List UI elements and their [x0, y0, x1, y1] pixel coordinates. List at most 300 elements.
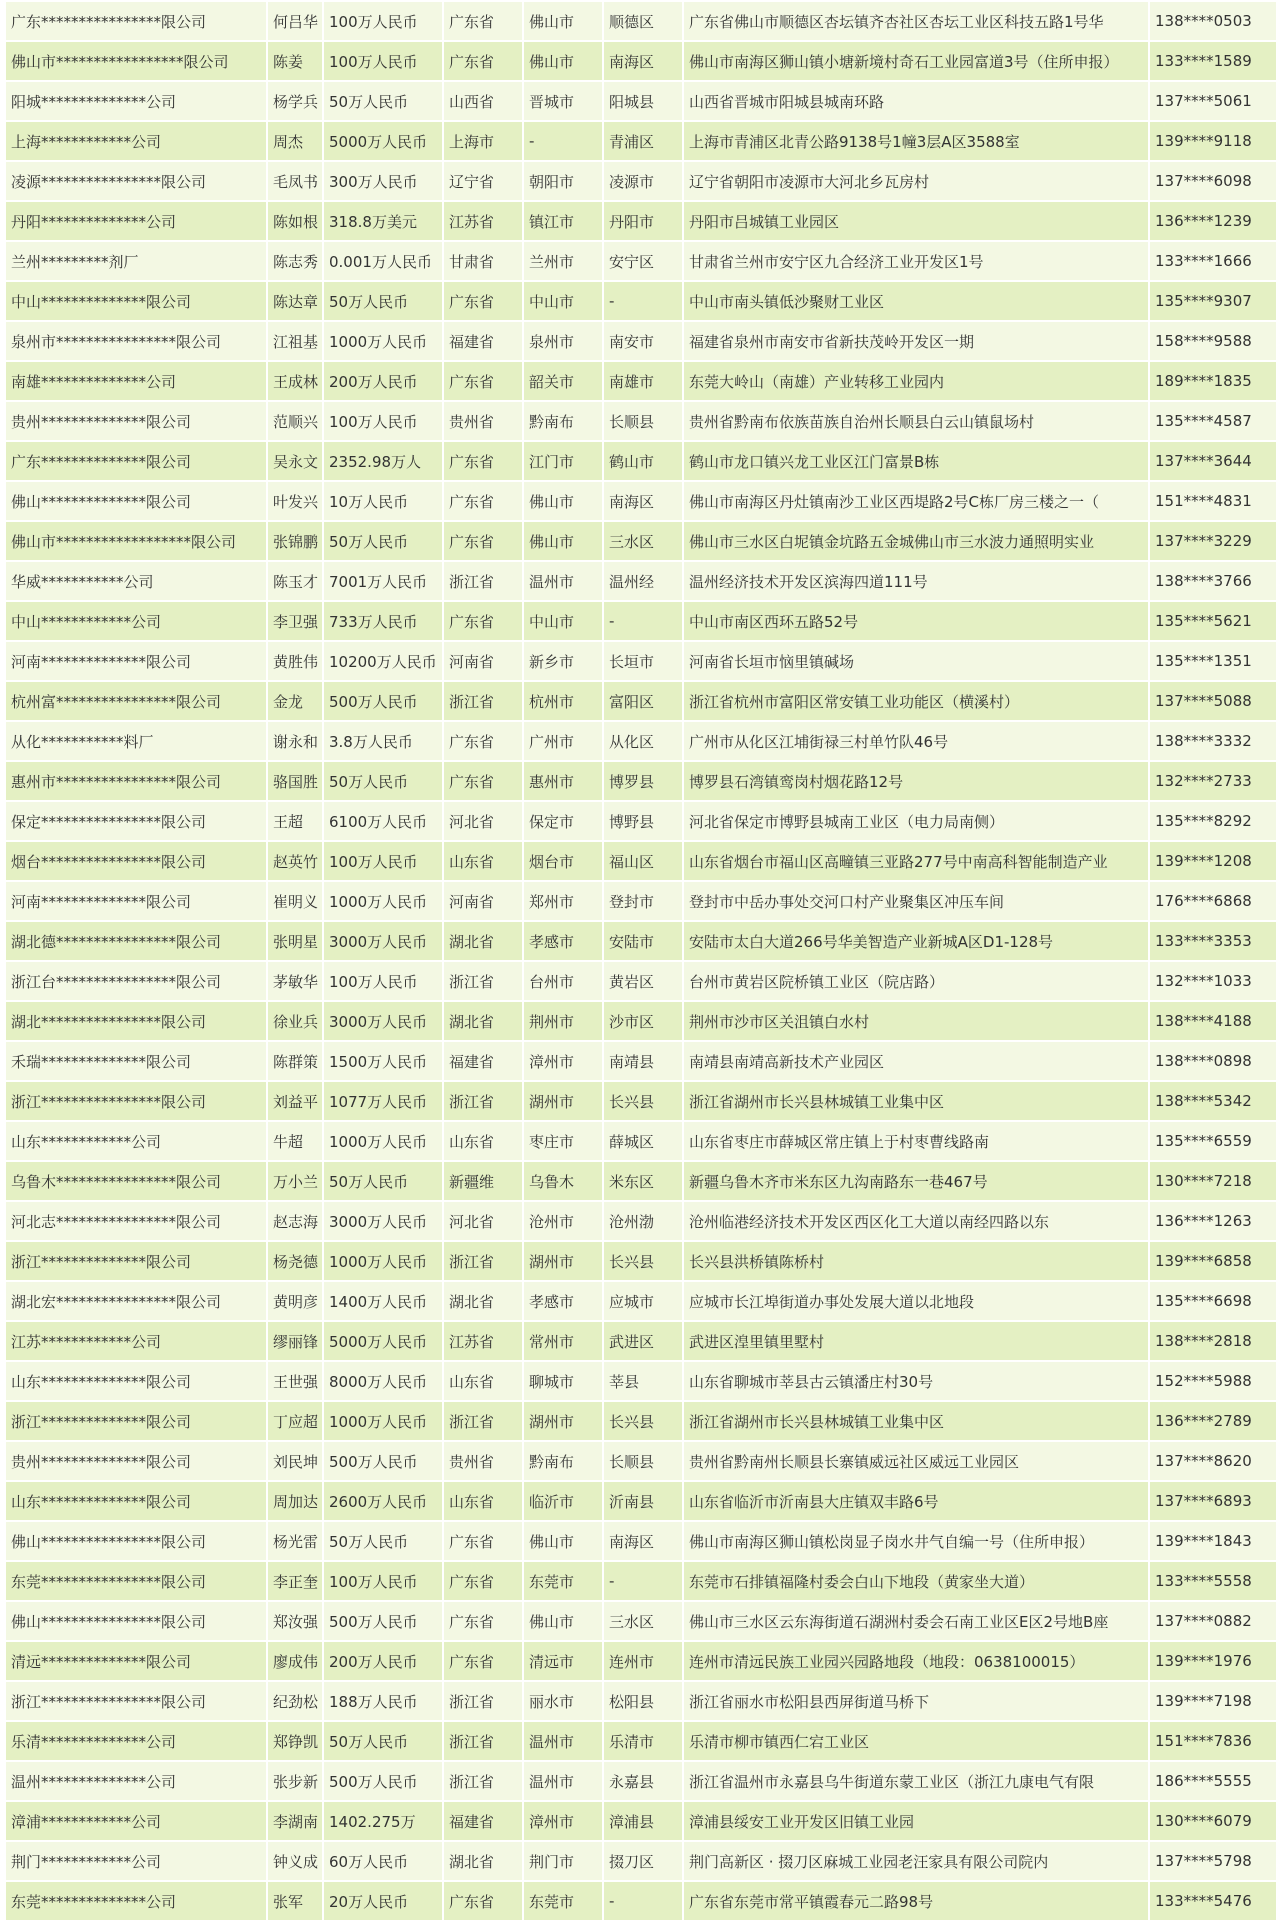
city-cell: 临沂市 [523, 1481, 603, 1521]
address-cell: 山东省临沂市沂南县大庄镇双丰路6号 [683, 1481, 1149, 1521]
phone-cell: 136****1239 [1149, 201, 1277, 241]
address-cell: 河北省保定市博野县城南工业区（电力局南侧） [683, 801, 1149, 841]
registered-capital-cell: 1400万人民币 [323, 1281, 443, 1321]
province-cell: 江苏省 [443, 1321, 523, 1361]
registered-capital-cell: 2352.98万人 [323, 441, 443, 481]
district-cell: 富阳区 [603, 681, 683, 721]
phone-cell: 135****8292 [1149, 801, 1277, 841]
registered-capital-cell: 3000万人民币 [323, 921, 443, 961]
district-cell: 长垣市 [603, 641, 683, 681]
legal-rep-cell: 谢永和 [267, 721, 323, 761]
address-cell: 鹤山市龙口镇兴龙工业区江门富景B栋 [683, 441, 1149, 481]
district-cell: 松阳县 [603, 1681, 683, 1721]
registered-capital-cell: 1077万人民币 [323, 1081, 443, 1121]
legal-rep-cell: 万小兰 [267, 1161, 323, 1201]
legal-rep-cell: 缪丽锋 [267, 1321, 323, 1361]
province-cell: 浙江省 [443, 1401, 523, 1441]
city-cell: 黔南布 [523, 401, 603, 441]
province-cell: 浙江省 [443, 1681, 523, 1721]
city-cell: 漳州市 [523, 1041, 603, 1081]
address-cell: 南靖县南靖高新技术产业园区 [683, 1041, 1149, 1081]
province-cell: 福建省 [443, 1801, 523, 1841]
table-row [5, 401, 1277, 441]
province-cell: 浙江省 [443, 561, 523, 601]
legal-rep-cell: 张步新 [267, 1761, 323, 1801]
province-cell: 贵州省 [443, 1441, 523, 1481]
city-cell: 黔南布 [523, 1441, 603, 1481]
registered-capital-cell: 733万人民币 [323, 601, 443, 641]
table-row [5, 1041, 1277, 1081]
legal-rep-cell: 叶发兴 [267, 481, 323, 521]
city-cell: 荆门市 [523, 1841, 603, 1881]
legal-rep-cell: 徐业兵 [267, 1001, 323, 1041]
phone-cell: 135****5621 [1149, 601, 1277, 641]
city-cell: 韶关市 [523, 361, 603, 401]
company-name-cell: 山东**************限公司 [5, 1361, 267, 1401]
province-cell: 山东省 [443, 1481, 523, 1521]
legal-rep-cell: 吴永文 [267, 441, 323, 481]
province-cell: 广东省 [443, 1641, 523, 1681]
table-row [5, 1641, 1277, 1681]
legal-rep-cell: 陈群策 [267, 1041, 323, 1081]
province-cell: 河南省 [443, 881, 523, 921]
address-cell: 浙江省丽水市松阳县西屏街道马桥下 [683, 1681, 1149, 1721]
table-row [5, 1121, 1277, 1161]
company-name-cell: 禾瑞**************限公司 [5, 1041, 267, 1081]
district-cell: 温州经 [603, 561, 683, 601]
phone-cell: 133****5476 [1149, 1881, 1277, 1921]
province-cell: 广东省 [443, 521, 523, 561]
table-row [5, 1201, 1277, 1241]
province-cell: 贵州省 [443, 401, 523, 441]
district-cell: 顺德区 [603, 1, 683, 41]
province-cell: 浙江省 [443, 961, 523, 1001]
company-name-cell: 杭州富****************限公司 [5, 681, 267, 721]
company-name-cell: 佛山市*****************限公司 [5, 41, 267, 81]
legal-rep-cell: 李卫强 [267, 601, 323, 641]
legal-rep-cell: 黄明彦 [267, 1281, 323, 1321]
table-row [5, 1681, 1277, 1721]
phone-cell: 139****1843 [1149, 1521, 1277, 1561]
legal-rep-cell: 赵志海 [267, 1201, 323, 1241]
table-row [5, 201, 1277, 241]
registered-capital-cell: 5000万人民币 [323, 121, 443, 161]
company-name-cell: 泉州市****************限公司 [5, 321, 267, 361]
city-cell: 聊城市 [523, 1361, 603, 1401]
registered-capital-cell: 0.001万人民币 [323, 241, 443, 281]
table-row [5, 1601, 1277, 1641]
phone-cell: 133****3353 [1149, 921, 1277, 961]
registered-capital-cell: 5000万人民币 [323, 1321, 443, 1361]
city-cell: 荆州市 [523, 1001, 603, 1041]
province-cell: 江苏省 [443, 201, 523, 241]
phone-cell: 137****8620 [1149, 1441, 1277, 1481]
province-cell: 广东省 [443, 441, 523, 481]
table-row [5, 321, 1277, 361]
address-cell: 浙江省湖州市长兴县林城镇工业集中区 [683, 1401, 1149, 1441]
legal-rep-cell: 李正奎 [267, 1561, 323, 1601]
province-cell: 广东省 [443, 41, 523, 81]
city-cell: 温州市 [523, 1761, 603, 1801]
table-row [5, 241, 1277, 281]
city-cell: 湖州市 [523, 1241, 603, 1281]
district-cell: 武进区 [603, 1321, 683, 1361]
address-cell: 浙江省温州市永嘉县乌牛街道东蒙工业区（浙江九康电气有限 [683, 1761, 1149, 1801]
province-cell: 湖北省 [443, 1281, 523, 1321]
address-cell: 上海市青浦区北青公路9138号1幢3层A区3588室 [683, 121, 1149, 161]
company-name-cell: 乌鲁木****************限公司 [5, 1161, 267, 1201]
city-cell: 湖州市 [523, 1081, 603, 1121]
city-cell: 朝阳市 [523, 161, 603, 201]
address-cell: 福建省泉州市南安市省新扶茂岭开发区一期 [683, 321, 1149, 361]
district-cell: 丹阳市 [603, 201, 683, 241]
company-name-cell: 佛山****************限公司 [5, 1601, 267, 1641]
address-cell: 东莞大岭山（南雄）产业转移工业园内 [683, 361, 1149, 401]
city-cell: 佛山市 [523, 1, 603, 41]
company-name-cell: 浙江**************限公司 [5, 1401, 267, 1441]
city-cell: 佛山市 [523, 41, 603, 81]
city-cell: 泉州市 [523, 321, 603, 361]
legal-rep-cell: 李湖南 [267, 1801, 323, 1841]
phone-cell: 138****5342 [1149, 1081, 1277, 1121]
registered-capital-cell: 500万人民币 [323, 1601, 443, 1641]
table-row [5, 1441, 1277, 1481]
legal-rep-cell: 何吕华 [267, 1, 323, 41]
company-name-cell: 东莞****************限公司 [5, 1561, 267, 1601]
registered-capital-cell: 1000万人民币 [323, 1241, 443, 1281]
city-cell: 沧州市 [523, 1201, 603, 1241]
city-cell: 佛山市 [523, 481, 603, 521]
phone-cell: 137****0882 [1149, 1601, 1277, 1641]
company-name-cell: 广东**************限公司 [5, 441, 267, 481]
phone-cell: 130****6079 [1149, 1801, 1277, 1841]
registered-capital-cell: 7001万人民币 [323, 561, 443, 601]
company-name-cell: 漳浦************公司 [5, 1801, 267, 1841]
city-cell: 常州市 [523, 1321, 603, 1361]
company-name-cell: 河南**************限公司 [5, 881, 267, 921]
table-row [5, 1081, 1277, 1121]
legal-rep-cell: 杨光雷 [267, 1521, 323, 1561]
phone-cell: 139****7198 [1149, 1681, 1277, 1721]
address-cell: 贵州省黔南州长顺县长寨镇威远社区威远工业园区 [683, 1441, 1149, 1481]
city-cell: 郑州市 [523, 881, 603, 921]
address-cell: 温州经济技术开发区滨海四道111号 [683, 561, 1149, 601]
province-cell: 山东省 [443, 841, 523, 881]
address-cell: 佛山市南海区狮山镇小塘新境村奇石工业园富道3号（住所申报） [683, 41, 1149, 81]
province-cell: 广东省 [443, 1, 523, 41]
address-cell: 漳浦县绥安工业开发区旧镇工业园 [683, 1801, 1149, 1841]
registered-capital-cell: 1402.275万 [323, 1801, 443, 1841]
registered-capital-cell: 100万人民币 [323, 401, 443, 441]
company-name-cell: 温州**************公司 [5, 1761, 267, 1801]
phone-cell: 137****5061 [1149, 81, 1277, 121]
table-row [5, 721, 1277, 761]
city-cell: - [523, 121, 603, 161]
legal-rep-cell: 王世强 [267, 1361, 323, 1401]
province-cell: 浙江省 [443, 1081, 523, 1121]
legal-rep-cell: 牛超 [267, 1121, 323, 1161]
address-cell: 沧州临港经济技术开发区西区化工大道以南经四路以东 [683, 1201, 1149, 1241]
province-cell: 广东省 [443, 1521, 523, 1561]
company-name-cell: 惠州市****************限公司 [5, 761, 267, 801]
province-cell: 新疆维 [443, 1161, 523, 1201]
district-cell: 从化区 [603, 721, 683, 761]
address-cell: 山东省烟台市福山区高疃镇三亚路277号中南高科智能制造产业 [683, 841, 1149, 881]
address-cell: 广东省东莞市常平镇霞春元二路98号 [683, 1881, 1149, 1921]
city-cell: 台州市 [523, 961, 603, 1001]
district-cell: 长兴县 [603, 1241, 683, 1281]
registered-capital-cell: 100万人民币 [323, 41, 443, 81]
phone-cell: 137****6098 [1149, 161, 1277, 201]
address-cell: 新疆乌鲁木齐市米东区九沟南路东一巷467号 [683, 1161, 1149, 1201]
registered-capital-cell: 100万人民币 [323, 1, 443, 41]
district-cell: 薛城区 [603, 1121, 683, 1161]
registered-capital-cell: 1000万人民币 [323, 1121, 443, 1161]
phone-cell: 133****5558 [1149, 1561, 1277, 1601]
address-cell: 荆州市沙市区关沮镇白水村 [683, 1001, 1149, 1041]
province-cell: 广东省 [443, 1601, 523, 1641]
district-cell: 南海区 [603, 41, 683, 81]
city-cell: 杭州市 [523, 681, 603, 721]
company-name-cell: 乐清**************公司 [5, 1721, 267, 1761]
company-name-cell: 南雄**************公司 [5, 361, 267, 401]
city-cell: 东莞市 [523, 1881, 603, 1921]
company-name-cell: 浙江****************限公司 [5, 1681, 267, 1721]
phone-cell: 189****1835 [1149, 361, 1277, 401]
phone-cell: 133****1589 [1149, 41, 1277, 81]
phone-cell: 138****0898 [1149, 1041, 1277, 1081]
district-cell: 南海区 [603, 1521, 683, 1561]
province-cell: 广东省 [443, 1881, 523, 1921]
table-row [5, 281, 1277, 321]
district-cell: 安陆市 [603, 921, 683, 961]
address-cell: 佛山市南海区狮山镇松岗显子岗水井气自编一号（住所申报） [683, 1521, 1149, 1561]
phone-cell: 139****6858 [1149, 1241, 1277, 1281]
company-name-cell: 从化***********料厂 [5, 721, 267, 761]
phone-cell: 135****6559 [1149, 1121, 1277, 1161]
registered-capital-cell: 20万人民币 [323, 1881, 443, 1921]
legal-rep-cell: 刘民坤 [267, 1441, 323, 1481]
table-row [5, 641, 1277, 681]
province-cell: 福建省 [443, 1041, 523, 1081]
phone-cell: 137****6893 [1149, 1481, 1277, 1521]
company-name-cell: 河南**************限公司 [5, 641, 267, 681]
legal-rep-cell: 陈达章 [267, 281, 323, 321]
registered-capital-cell: 300万人民币 [323, 161, 443, 201]
phone-cell: 136****2789 [1149, 1401, 1277, 1441]
company-name-cell: 山东**************限公司 [5, 1481, 267, 1521]
province-cell: 辽宁省 [443, 161, 523, 201]
legal-rep-cell: 郑汝强 [267, 1601, 323, 1641]
legal-rep-cell: 钟义成 [267, 1841, 323, 1881]
address-cell: 辽宁省朝阳市凌源市大河北乡瓦房村 [683, 161, 1149, 201]
city-cell: 镇江市 [523, 201, 603, 241]
district-cell: 沙市区 [603, 1001, 683, 1041]
table-row [5, 681, 1277, 721]
address-cell: 佛山市三水区云东海街道石湖洲村委会石南工业区E区2号地B座 [683, 1601, 1149, 1641]
phone-cell: 137****3229 [1149, 521, 1277, 561]
province-cell: 广东省 [443, 721, 523, 761]
registered-capital-cell: 1000万人民币 [323, 321, 443, 361]
district-cell: 三水区 [603, 521, 683, 561]
legal-rep-cell: 陈玉才 [267, 561, 323, 601]
legal-rep-cell: 郑铮凯 [267, 1721, 323, 1761]
address-cell: 浙江省湖州市长兴县林城镇工业集中区 [683, 1081, 1149, 1121]
district-cell: 南靖县 [603, 1041, 683, 1081]
city-cell: 温州市 [523, 1721, 603, 1761]
registered-capital-cell: 3000万人民币 [323, 1001, 443, 1041]
registered-capital-cell: 50万人民币 [323, 81, 443, 121]
table-row [5, 961, 1277, 1001]
district-cell: 南海区 [603, 481, 683, 521]
registered-capital-cell: 50万人民币 [323, 1521, 443, 1561]
address-cell: 广州市从化区江埔街禄三村单竹队46号 [683, 721, 1149, 761]
address-cell: 山东省枣庄市薛城区常庄镇上于村枣曹线路南 [683, 1121, 1149, 1161]
table-row [5, 1841, 1277, 1881]
address-cell: 山东省聊城市莘县古云镇潘庄村30号 [683, 1361, 1149, 1401]
table-row [5, 1561, 1277, 1601]
city-cell: 烟台市 [523, 841, 603, 881]
table-row [5, 1801, 1277, 1841]
registered-capital-cell: 200万人民币 [323, 361, 443, 401]
phone-cell: 135****4587 [1149, 401, 1277, 441]
table-row [5, 841, 1277, 881]
district-cell: 凌源市 [603, 161, 683, 201]
province-cell: 上海市 [443, 121, 523, 161]
registered-capital-cell: 200万人民币 [323, 1641, 443, 1681]
phone-cell: 152****5988 [1149, 1361, 1277, 1401]
legal-rep-cell: 骆国胜 [267, 761, 323, 801]
district-cell: 博野县 [603, 801, 683, 841]
district-cell: 永嘉县 [603, 1761, 683, 1801]
registered-capital-cell: 500万人民币 [323, 681, 443, 721]
company-name-cell: 湖北宏****************限公司 [5, 1281, 267, 1321]
legal-rep-cell: 江祖基 [267, 321, 323, 361]
legal-rep-cell: 刘益平 [267, 1081, 323, 1121]
city-cell: 广州市 [523, 721, 603, 761]
district-cell: - [603, 1561, 683, 1601]
phone-cell: 135****9307 [1149, 281, 1277, 321]
legal-rep-cell: 王超 [267, 801, 323, 841]
registered-capital-cell: 10万人民币 [323, 481, 443, 521]
district-cell: 乐清市 [603, 1721, 683, 1761]
city-cell: 新乡市 [523, 641, 603, 681]
company-name-cell: 阳城**************公司 [5, 81, 267, 121]
district-cell: - [603, 281, 683, 321]
district-cell: 三水区 [603, 1601, 683, 1641]
province-cell: 广东省 [443, 1561, 523, 1601]
province-cell: 河北省 [443, 801, 523, 841]
address-cell: 台州市黄岩区院桥镇工业区（院店路） [683, 961, 1149, 1001]
legal-rep-cell: 丁应超 [267, 1401, 323, 1441]
province-cell: 湖北省 [443, 1841, 523, 1881]
province-cell: 山东省 [443, 1361, 523, 1401]
company-name-cell: 贵州**************限公司 [5, 401, 267, 441]
table-row [5, 521, 1277, 561]
address-cell: 浙江省杭州市富阳区常安镇工业功能区（横溪村） [683, 681, 1149, 721]
city-cell: 乌鲁木 [523, 1161, 603, 1201]
company-name-cell: 浙江****************限公司 [5, 1081, 267, 1121]
legal-rep-cell: 茅敏华 [267, 961, 323, 1001]
address-cell: 中山市南区西环五路52号 [683, 601, 1149, 641]
province-cell: 广东省 [443, 761, 523, 801]
company-name-cell: 湖北****************限公司 [5, 1001, 267, 1041]
company-name-cell: 浙江台****************限公司 [5, 961, 267, 1001]
city-cell: 东莞市 [523, 1561, 603, 1601]
registered-capital-cell: 10200万人民币 [323, 641, 443, 681]
table-row [5, 1521, 1277, 1561]
legal-rep-cell: 黄胜伟 [267, 641, 323, 681]
city-cell: 保定市 [523, 801, 603, 841]
company-name-cell: 荆门************公司 [5, 1841, 267, 1881]
table-row [5, 81, 1277, 121]
province-cell: 广东省 [443, 281, 523, 321]
registered-capital-cell: 100万人民币 [323, 841, 443, 881]
province-cell: 广东省 [443, 361, 523, 401]
address-cell: 连州市清远民族工业园兴园路地段（地段：0638100015） [683, 1641, 1149, 1681]
phone-cell: 137****5088 [1149, 681, 1277, 721]
province-cell: 浙江省 [443, 1241, 523, 1281]
address-cell: 贵州省黔南布依族苗族自治州长顺县白云山镇鼠场村 [683, 401, 1149, 441]
district-cell: 漳浦县 [603, 1801, 683, 1841]
company-name-cell: 佛山****************限公司 [5, 1521, 267, 1561]
table-row [5, 1, 1277, 41]
table-row [5, 441, 1277, 481]
legal-rep-cell: 王成林 [267, 361, 323, 401]
address-cell: 河南省长垣市恼里镇碱场 [683, 641, 1149, 681]
district-cell: 长兴县 [603, 1401, 683, 1441]
district-cell: 沧州渤 [603, 1201, 683, 1241]
table-row [5, 41, 1277, 81]
company-name-cell: 凌源****************限公司 [5, 161, 267, 201]
address-cell: 长兴县洪桥镇陈桥村 [683, 1241, 1149, 1281]
district-cell: 长兴县 [603, 1081, 683, 1121]
address-cell: 佛山市南海区丹灶镇南沙工业区西堤路2号C栋厂房三楼之一（ [683, 481, 1149, 521]
table-row [5, 921, 1277, 961]
district-cell: 南安市 [603, 321, 683, 361]
registered-capital-cell: 1000万人民币 [323, 881, 443, 921]
city-cell: 清远市 [523, 1641, 603, 1681]
table-row [5, 161, 1277, 201]
registered-capital-cell: 500万人民币 [323, 1761, 443, 1801]
province-cell: 湖北省 [443, 1001, 523, 1041]
legal-rep-cell: 陈姜 [267, 41, 323, 81]
district-cell: - [603, 601, 683, 641]
table-row [5, 801, 1277, 841]
city-cell: 佛山市 [523, 521, 603, 561]
legal-rep-cell: 陈志秀 [267, 241, 323, 281]
registered-capital-cell: 1500万人民币 [323, 1041, 443, 1081]
registered-capital-cell: 188万人民币 [323, 1681, 443, 1721]
address-cell: 甘肃省兰州市安宁区九合经济工业开发区1号 [683, 241, 1149, 281]
registered-capital-cell: 1000万人民币 [323, 1401, 443, 1441]
province-cell: 甘肃省 [443, 241, 523, 281]
district-cell: 南雄市 [603, 361, 683, 401]
table-row [5, 1161, 1277, 1201]
phone-cell: 138****0503 [1149, 1, 1277, 41]
address-cell: 安陆市太白大道266号华美智造产业新城A区D1-128号 [683, 921, 1149, 961]
table-row [5, 761, 1277, 801]
table-row [5, 1001, 1277, 1041]
city-cell: 兰州市 [523, 241, 603, 281]
registered-capital-cell: 6100万人民币 [323, 801, 443, 841]
phone-cell: 138****2818 [1149, 1321, 1277, 1361]
province-cell: 河南省 [443, 641, 523, 681]
phone-cell: 139****9118 [1149, 121, 1277, 161]
phone-cell: 138****4188 [1149, 1001, 1277, 1041]
district-cell: 莘县 [603, 1361, 683, 1401]
company-name-cell: 东莞**************公司 [5, 1881, 267, 1921]
